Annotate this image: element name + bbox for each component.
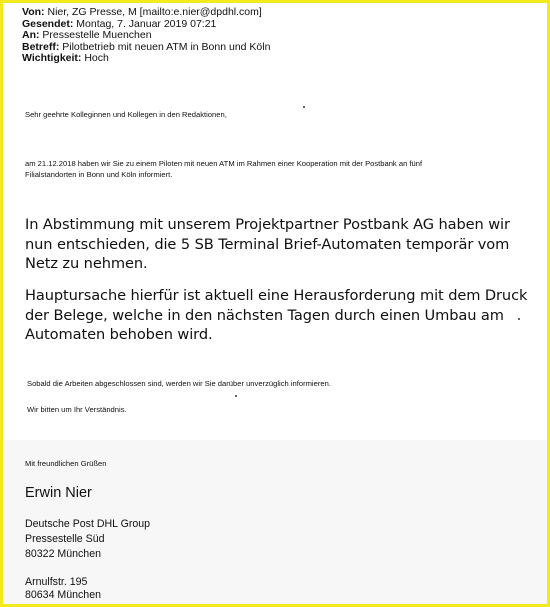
highlight1-line-3: Netz zu nehmen. bbox=[25, 255, 148, 272]
subject-label: Betreff: bbox=[22, 40, 60, 53]
scan-speck bbox=[518, 318, 520, 320]
highlight2-line-1: Hauptursache hierfür ist aktuell eine Herausforderung mit dem Druck bbox=[25, 287, 528, 304]
importance-label: Wichtigkeit: bbox=[22, 52, 82, 65]
signature-name: Erwin Nier bbox=[25, 485, 92, 501]
email-header bbox=[22, 7, 270, 65]
subject-value: Pilotbetrieb mit neuen ATM in Bonn und Köln bbox=[62, 40, 271, 53]
salutation: Sehr geehrte Kolleginnen und Kollegen in den Redaktionen, bbox=[25, 110, 227, 119]
intro-line-2: Filialstandorten in Bonn und Köln informiert. bbox=[25, 170, 173, 179]
importance-row bbox=[22, 53, 270, 65]
to-value: Pressestelle Muenchen bbox=[42, 29, 152, 42]
signature-street: Arnulfstr. 195 bbox=[25, 576, 88, 588]
signature-postal-city: 80322 München bbox=[25, 548, 101, 560]
intro-line-1: am 21.12.2018 haben wir Sie zu einem Piloten mit neuen ATM im Rahmen einer Kooperation mit der Postbank an fünf bbox=[25, 159, 423, 168]
sent-label: Gesendet: bbox=[22, 17, 74, 30]
signature-block bbox=[3, 440, 547, 604]
highlight1-line-1: In Abstimmung mit unserem Projektpartner Postbank AG haben wir bbox=[25, 216, 510, 233]
scan-speck bbox=[235, 395, 237, 397]
signature-greeting: Mit freundlichen Grüßen bbox=[25, 459, 107, 468]
importance-value: Hoch bbox=[84, 52, 109, 65]
highlight-paragraph-1 bbox=[25, 215, 535, 274]
sent-value: Montag, 7. Januar 2019 07:21 bbox=[76, 17, 217, 30]
signature-street-city: 80634 München bbox=[25, 589, 101, 601]
scan-speck bbox=[303, 106, 305, 108]
highlight1-line-2: nun entschieden, die 5 SB Terminal Brief-Automaten temporär vom bbox=[25, 235, 510, 253]
closing-paragraph-2: Wir bitten um Ihr Verständnis. bbox=[27, 405, 127, 414]
signature-department: Pressestelle Süd bbox=[25, 533, 105, 545]
highlight2-line-2: der Belege, welche in den nächsten Tagen durch einen Umbau am bbox=[25, 306, 504, 324]
to-label: An: bbox=[22, 29, 40, 42]
intro-paragraph bbox=[25, 158, 530, 180]
highlight-paragraph-2 bbox=[25, 286, 530, 345]
from-value: Nier, ZG Presse, M [mailto:e.nier@dpdhl.com] bbox=[47, 6, 262, 18]
highlight2-line-3: Automaten behoben wird. bbox=[25, 326, 213, 343]
closing-paragraph-1: Sobald die Arbeiten abgeschlossen sind, werden wir Sie darüber unverzüglich informieren. bbox=[27, 379, 331, 388]
signature-address bbox=[25, 576, 101, 602]
from-label: Von: bbox=[22, 6, 45, 18]
signature-company: Deutsche Post DHL Group bbox=[25, 518, 151, 530]
signature-organization bbox=[25, 517, 150, 562]
